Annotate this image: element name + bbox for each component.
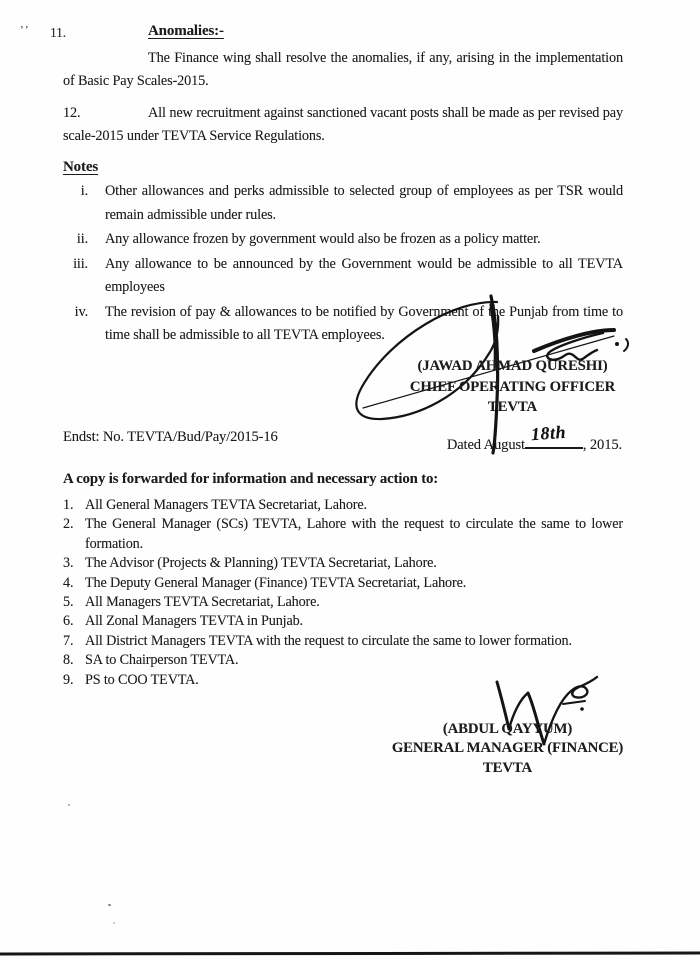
notes-heading: Notes	[63, 159, 99, 175]
forward-item-number: 2.	[63, 516, 74, 533]
forward-item-number: 6.	[63, 613, 74, 630]
forward-item	[63, 496, 623, 515]
forward-item	[63, 632, 623, 651]
note-item	[63, 228, 623, 252]
scan-speck	[108, 904, 111, 906]
forward-item	[63, 515, 623, 554]
scan-speck	[113, 922, 115, 924]
para-11-number: 11.	[50, 25, 66, 40]
note-item-number: i.	[80, 183, 88, 199]
date-line	[446, 421, 622, 454]
coo-signatory-name: (JAWAD AHMAD QURESHI)	[417, 358, 608, 374]
para-12-body: All new recruitment against sanctioned vacant posts shall be made as per revised pay scale-2015 under TEVTA Service Regulations.	[63, 105, 623, 144]
note-item-text: Any allowance to be announced by the Government would be admissible to all TEVTA employees	[105, 255, 623, 295]
forward-item-text: All General Managers TEVTA Secretariat, Lahore.	[85, 497, 367, 513]
forward-item-number: 4.	[63, 574, 74, 591]
date-prefix: Dated August	[446, 437, 525, 453]
coo-signatory-title: CHIEF OPERATING OFFICER	[409, 378, 616, 395]
note-item-text: Any allowance frozen by government would also be frozen as a policy matter.	[105, 231, 541, 247]
forward-list	[63, 496, 623, 690]
forward-item-text: The Advisor (Projects & Planning) TEVTA Secretariat, Lahore.	[85, 555, 437, 572]
date-underline	[525, 421, 583, 449]
forward-item	[63, 593, 623, 612]
forward-item-text: The Deputy General Manager (Finance) TEVTA Secretariat, Lahore.	[85, 574, 467, 591]
handwritten-date: 18th	[530, 421, 567, 445]
bottom-scan-line	[0, 952, 700, 956]
note-item	[63, 180, 623, 227]
para-12	[63, 102, 623, 148]
scan-speck	[68, 804, 70, 806]
forward-item-number: 7.	[63, 632, 74, 649]
forward-item	[63, 574, 623, 593]
note-item-number: ii.	[76, 231, 88, 247]
forward-heading: A copy is forwarded for information and necessary action to:	[63, 471, 439, 487]
forward-item-text: All Managers TEVTA Secretariat, Lahore.	[85, 594, 320, 611]
forward-item-number: 5.	[63, 594, 74, 611]
forward-item-number: 3.	[63, 555, 74, 572]
forward-item-number: 8.	[63, 652, 74, 669]
para-11-body: The Finance wing shall resolve the anomalies, if any, arising in the implementation of Basic Pay Scales-2015.	[63, 50, 623, 89]
note-item-number: iii.	[73, 255, 88, 272]
gm-signatory-org: TEVTA	[482, 759, 533, 776]
forward-item	[63, 554, 623, 573]
notes-list	[63, 180, 623, 349]
forward-item	[63, 612, 623, 631]
note-item	[63, 301, 623, 348]
note-item	[63, 253, 623, 300]
stray-ink-marks: ’’	[20, 24, 31, 36]
gm-signatory-name: (ABDUL QAYYUM)	[442, 721, 573, 737]
note-item-number: iv.	[74, 303, 88, 320]
gm-signatory-block	[385, 720, 630, 778]
coo-signatory-org: TEVTA	[487, 399, 538, 415]
coo-signatory-block	[395, 356, 630, 418]
gm-signatory-title: GENERAL MANAGER (FINANCE)	[391, 740, 624, 757]
forward-item-text: The General Manager (SCs) TEVTA, Lahore with the request to circulate the same to lower formation.	[85, 516, 623, 552]
anomalies-heading: Anomalies:-	[148, 23, 224, 39]
forward-item	[63, 651, 623, 670]
forward-item-text: SA to Chairperson TEVTA.	[85, 652, 239, 669]
forward-item-number: 1.	[63, 497, 74, 513]
para-12-number: 12.	[63, 105, 81, 121]
forward-item-text: All District Managers TEVTA with the request to circulate the same to lower formation.	[85, 632, 572, 649]
endst-row	[63, 421, 622, 454]
endst-reference: Endst: No. TEVTA/Bud/Pay/2015-16	[63, 429, 278, 445]
date-suffix: , 2015.	[582, 437, 622, 453]
forward-item-number: 9.	[63, 671, 74, 688]
note-item-text: The revision of pay & allowances to be notified by Government of the Punjab from time to time shall be admissible to all TEVTA employees.	[105, 303, 623, 343]
forward-item	[63, 671, 623, 690]
forward-item-text: All Zonal Managers TEVTA in Punjab.	[85, 613, 303, 630]
note-item-text: Other allowances and perks admissible to selected group of employees as per TSR would remain admissible under rules.	[105, 183, 623, 223]
forward-item-text: PS to COO TEVTA.	[85, 671, 199, 688]
